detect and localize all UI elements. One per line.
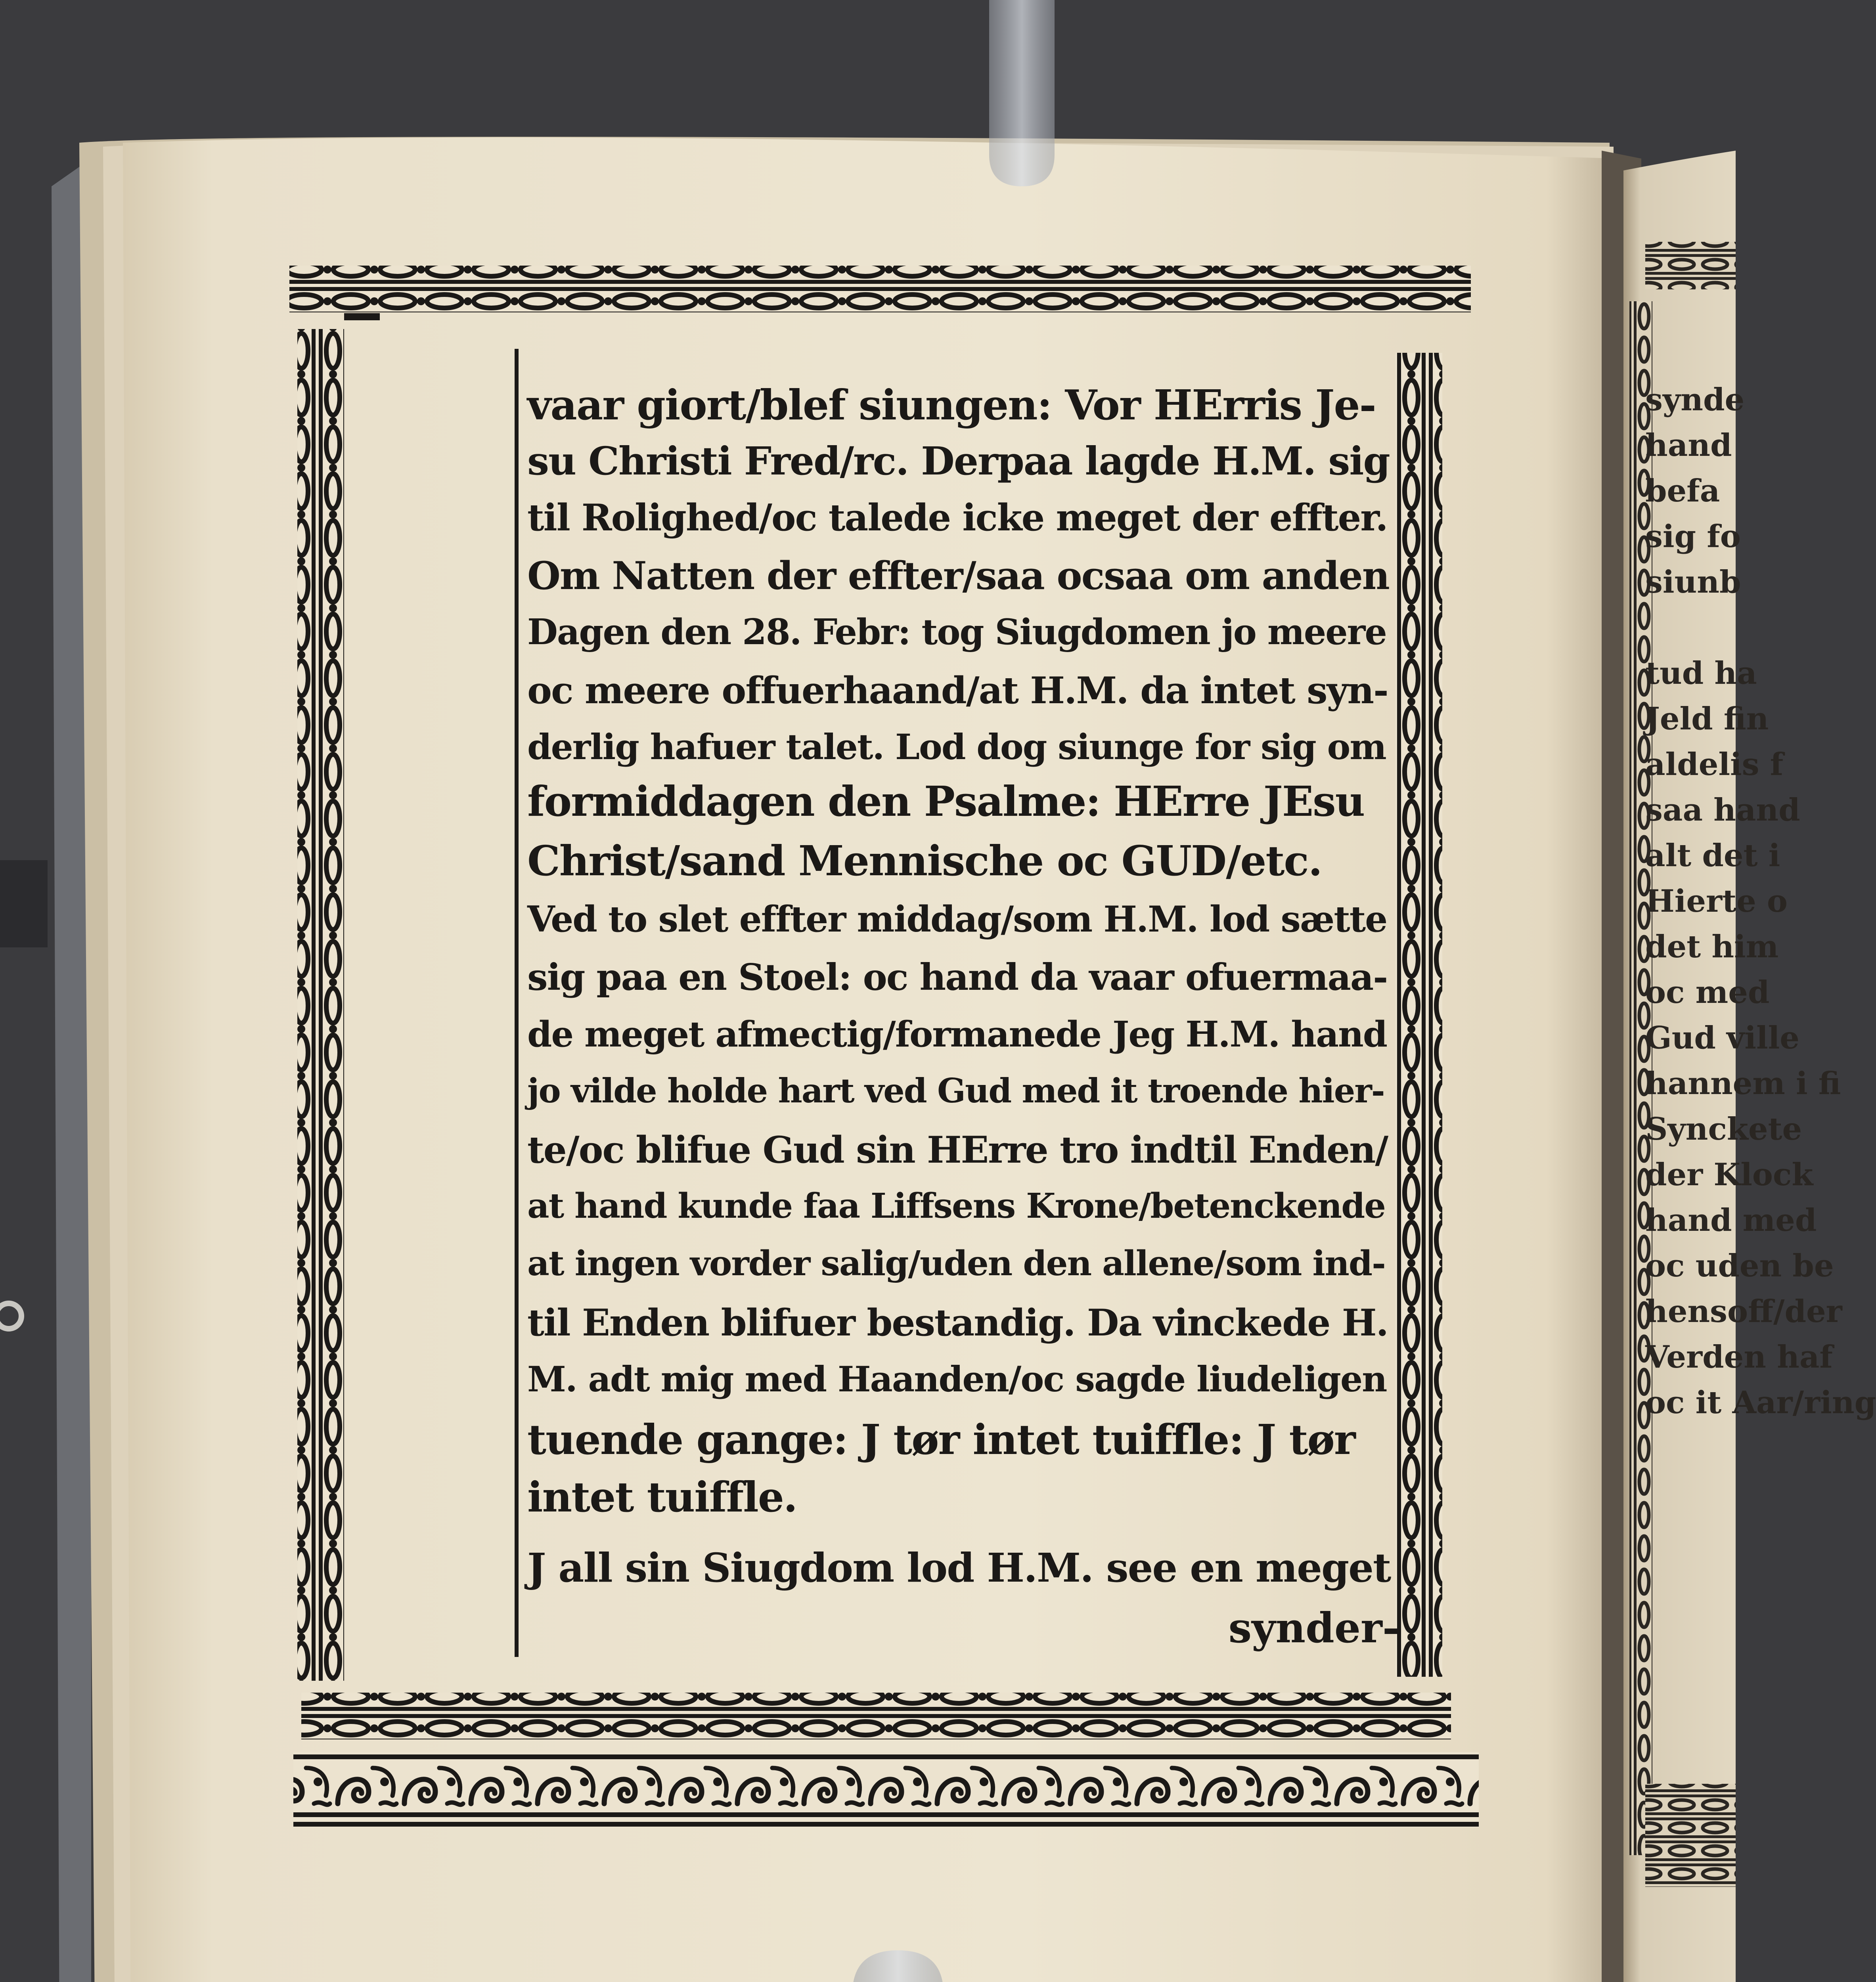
right-text-line: alt det i — [1645, 838, 1780, 874]
text-line: su Christi Fred/rc. Derpaa lagde H.M. sig — [527, 438, 1390, 484]
right-text-line: Synckete — [1645, 1111, 1802, 1147]
text-line: sig paa en Stoel: oc hand da vaar ofuermaa- — [527, 956, 1388, 999]
right-text-line: hand — [1645, 427, 1732, 463]
right-text-line: Verden haf — [1645, 1339, 1833, 1375]
right-text-line: Gud ville — [1645, 1020, 1799, 1056]
right-text-line: det him — [1645, 929, 1779, 965]
frame-top-stub-left — [344, 313, 380, 320]
text-line: derlig hafuer talet. Lod dog siunge for sig om — [527, 726, 1386, 767]
right-text-line: Hierte o — [1645, 883, 1788, 919]
text-line: J all sin Siugdom lod H.M. see en meget — [527, 1544, 1391, 1591]
text-line: Om Natten der effter/saa ocsaa om anden — [527, 553, 1389, 598]
page-clip-top — [989, 0, 1055, 186]
text-line: intet tuiffle. — [527, 1473, 797, 1521]
catchword: synder- — [1228, 1603, 1399, 1652]
text-line: Ved to slet effter middag/som H.M. lod sætte — [527, 899, 1387, 940]
cover-strap — [0, 860, 48, 947]
right-text-line: sig fo — [1645, 518, 1741, 555]
text-line: at hand kunde faa Liffsens Krone/betenckende — [527, 1186, 1385, 1226]
right-text-line: der Klock — [1645, 1157, 1813, 1193]
text-line: formiddagen den Psalme: HErre JEsu — [527, 777, 1365, 826]
right-page-border-top — [1645, 242, 1736, 289]
text-line: tuende gange: J tør intet tuiffle: J tør — [527, 1415, 1355, 1464]
text-column-rule — [515, 349, 519, 1657]
right-text-line: hannem i fi — [1645, 1066, 1841, 1102]
text-line: jo vilde holde hart ved Gud med it troende hier- — [527, 1071, 1384, 1110]
frame-scroll-border — [293, 1752, 1479, 1827]
frame-left-chain — [297, 329, 344, 1681]
text-line: til Rolighed/oc talede icke meget der effter. — [527, 496, 1388, 539]
text-line: te/oc blifue Gud sin HErre tro indtil Enden/ — [527, 1128, 1388, 1171]
right-text-line: siunb — [1645, 564, 1741, 600]
right-text-line: oc it Aar/ring — [1645, 1385, 1876, 1421]
frame-top-chain — [289, 266, 1471, 312]
text-line: oc meere offuerhaand/at H.M. da intet syn- — [527, 669, 1388, 712]
text-line: vaar giort/blef siungen: Vor HErris Je- — [527, 381, 1376, 429]
right-text-line: hensoff/der — [1645, 1293, 1842, 1330]
right-text-line: hand med — [1645, 1202, 1817, 1238]
text-line: Dagen den 28. Febr: tog Siugdomen jo meere — [527, 611, 1386, 652]
frame-bottom-chain — [301, 1693, 1451, 1739]
right-text-line: aldelis f — [1645, 746, 1784, 782]
text-line: de meget afmectig/formanede Jeg H.M. hand — [527, 1014, 1387, 1055]
right-text-line: saa hand — [1645, 792, 1800, 828]
page-body-text — [527, 369, 1399, 1669]
right-text-line: befa — [1645, 473, 1720, 509]
right-text-line: synde — [1645, 382, 1745, 418]
right-text-line: Jeld fin — [1645, 701, 1769, 737]
right-text-line: oc med — [1645, 974, 1770, 1010]
frame-right-chain — [1396, 353, 1442, 1677]
text-line: at ingen vorder salig/uden den allene/som ind- — [527, 1244, 1385, 1284]
right-text-line: tud ha — [1645, 655, 1757, 691]
text-line: M. adt mig med Haanden/oc sagde liudeligen — [527, 1358, 1387, 1400]
right-text-line: oc uden be — [1645, 1248, 1834, 1284]
right-page-text-fragment — [1645, 357, 1876, 1863]
text-line: til Enden blifuer bestandig. Da vinckede H. — [527, 1301, 1388, 1344]
text-line: Christ/sand Mennische oc GUD/etc. — [527, 836, 1322, 885]
